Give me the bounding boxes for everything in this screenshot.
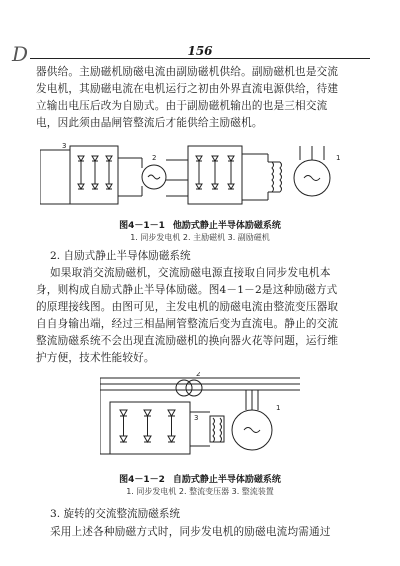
figure-1-label-2: 2 bbox=[152, 154, 157, 162]
page-number: 156 bbox=[187, 44, 213, 58]
section-2-title: 2. 自励式静止半导体励磁系统 bbox=[50, 250, 191, 262]
figure-2-caption-title: 自励式静止半导体励磁系统 bbox=[172, 475, 281, 485]
section-3-title: 3. 旋转的交流整流励磁系统 bbox=[50, 508, 181, 520]
figure-2-caption bbox=[0, 472, 400, 485]
figure-1-legend: 1. 同步发电机 2. 主励磁机 3. 副励磁机 bbox=[130, 233, 270, 242]
figure-2-label-2: 2 bbox=[196, 372, 201, 378]
figure-1-caption-title: 他励式静止半导体励磁系统 bbox=[172, 221, 281, 231]
figure-2-caption-number: 图4－1－2 bbox=[119, 475, 165, 485]
rectifier-1 bbox=[70, 146, 118, 204]
paragraph-line: 身，则构成自励式静止半导体励磁。图4－1－2是这种励磁方式 bbox=[36, 284, 338, 296]
paragraph-line: 电，因此须由晶闸管整流后才能供给主励磁机。 bbox=[36, 117, 263, 129]
paragraph-2 bbox=[36, 265, 366, 367]
paragraph-line: 整流励磁系统不会出现直流励磁机的换向器火花等问题，运行维 bbox=[36, 335, 339, 347]
transformer-coil-2 bbox=[186, 380, 202, 396]
header-rule bbox=[30, 58, 370, 59]
paragraph-line: 立输出电压后改为自励式。由于副励磁机输出的也是三相交流 bbox=[36, 100, 328, 112]
paragraph-1 bbox=[36, 64, 366, 132]
figure-1-diagram bbox=[40, 140, 362, 214]
figure-1-label-3: 3 bbox=[62, 142, 67, 150]
paragraph-line: 自自身输出端，经过三相晶闸管整流后变为直流电。静止的交流 bbox=[36, 318, 339, 330]
paragraph-line: 的原理接线图。由图可见，主发电机的励磁电流由整流变压器取 bbox=[36, 301, 339, 313]
figure-1-label-1: 1 bbox=[336, 154, 341, 162]
paragraph-3 bbox=[36, 524, 366, 541]
figure-1-caption bbox=[0, 218, 400, 231]
figure-2-legend: 1. 同步发电机 2. 整流变压器 3. 整流装置 bbox=[126, 487, 274, 496]
figure-1-caption-number: 图4－1－1 bbox=[119, 221, 165, 231]
header-logo: D bbox=[12, 42, 29, 66]
figure-2-label-1: 1 bbox=[276, 404, 281, 412]
paragraph-line: 采用上述各种励磁方式时，同步发电机的励磁电流均需通过 bbox=[50, 526, 331, 538]
figure-2-diagram bbox=[100, 372, 300, 468]
paragraph-line: 护方便，技术性能较好。 bbox=[36, 352, 155, 364]
paragraph-line: 如果取消交流励磁机，交流励磁电源直接取自同步发电机本 bbox=[50, 267, 331, 279]
paragraph-line: 器供给。主励磁机励磁电流由副励磁机供给。副励磁机也是交流 bbox=[36, 66, 339, 78]
figure-2-label-3: 3 bbox=[194, 414, 199, 422]
paragraph-line: 发电机，其励磁电流在电机运行之初由外界直流电源供给，待建 bbox=[36, 83, 339, 95]
transformer-coil-1 bbox=[176, 380, 192, 396]
